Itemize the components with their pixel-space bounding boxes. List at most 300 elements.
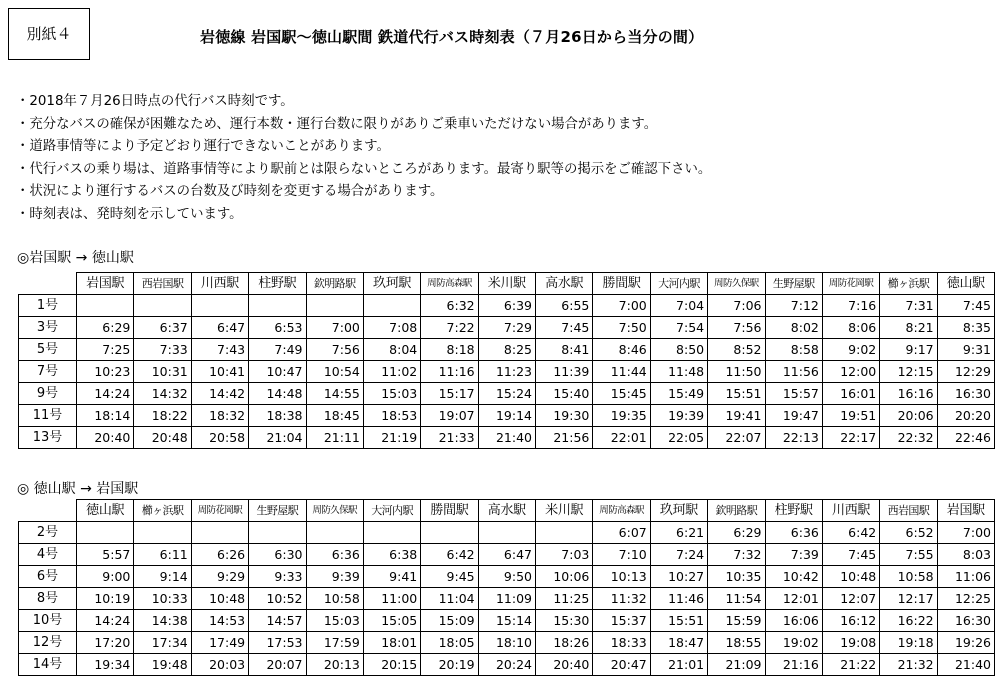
departure-time: 7:00 bbox=[306, 317, 363, 339]
departure-time: 14:55 bbox=[306, 383, 363, 405]
departure-time: 19:48 bbox=[134, 654, 191, 676]
departure-time: 15:17 bbox=[421, 383, 478, 405]
trip-number: 3号 bbox=[19, 317, 77, 339]
departure-time: 20:40 bbox=[536, 654, 593, 676]
departure-time: 22:32 bbox=[880, 427, 937, 449]
departure-time bbox=[478, 522, 535, 544]
station-header: 周防花岡駅 bbox=[822, 273, 879, 295]
timetable-title-tokuyama-to-iwakuni: ◎ 徳山駅 → 岩国駅 bbox=[17, 481, 139, 497]
departure-time: 14:57 bbox=[249, 610, 306, 632]
departure-time: 19:18 bbox=[880, 632, 937, 654]
departure-time: 7:45 bbox=[822, 544, 879, 566]
departure-time: 8:21 bbox=[880, 317, 937, 339]
departure-time: 17:34 bbox=[134, 632, 191, 654]
departure-time: 8:58 bbox=[765, 339, 822, 361]
departure-time: 7:29 bbox=[478, 317, 535, 339]
departure-time: 22:07 bbox=[708, 427, 765, 449]
departure-time: 11:44 bbox=[593, 361, 650, 383]
departure-time: 22:46 bbox=[937, 427, 994, 449]
trip-number: 11号 bbox=[19, 405, 77, 427]
departure-time: 15:40 bbox=[536, 383, 593, 405]
departure-time: 8:18 bbox=[421, 339, 478, 361]
departure-time: 12:00 bbox=[822, 361, 879, 383]
corner-cell bbox=[19, 500, 77, 522]
station-header: 川西駅 bbox=[191, 273, 248, 295]
departure-time: 8:52 bbox=[708, 339, 765, 361]
departure-time: 20:40 bbox=[77, 427, 134, 449]
departure-time: 17:20 bbox=[77, 632, 134, 654]
station-header: 大河内駅 bbox=[650, 273, 707, 295]
departure-time: 9:29 bbox=[191, 566, 248, 588]
table-row bbox=[19, 632, 995, 654]
departure-time: 8:50 bbox=[650, 339, 707, 361]
departure-time: 14:42 bbox=[191, 383, 248, 405]
departure-time: 20:06 bbox=[880, 405, 937, 427]
departure-time: 6:47 bbox=[191, 317, 248, 339]
departure-time: 15:03 bbox=[306, 610, 363, 632]
departure-time: 18:33 bbox=[593, 632, 650, 654]
departure-time: 7:10 bbox=[593, 544, 650, 566]
departure-time: 16:16 bbox=[880, 383, 937, 405]
departure-time: 9:02 bbox=[822, 339, 879, 361]
departure-time: 6:21 bbox=[650, 522, 707, 544]
departure-time: 21:32 bbox=[880, 654, 937, 676]
station-header: 周防久保駅 bbox=[306, 500, 363, 522]
departure-time: 19:34 bbox=[77, 654, 134, 676]
timetable-iwakuni-to-tokuyama bbox=[18, 272, 995, 449]
departure-time: 8:06 bbox=[822, 317, 879, 339]
departure-time: 21:09 bbox=[708, 654, 765, 676]
note-item: ・2018年７月26日時点の代行バス時刻です。 bbox=[16, 94, 294, 109]
departure-time: 10:35 bbox=[708, 566, 765, 588]
station-header: 岩国駅 bbox=[937, 500, 994, 522]
departure-time: 21:04 bbox=[249, 427, 306, 449]
departure-time bbox=[536, 522, 593, 544]
departure-time: 10:06 bbox=[536, 566, 593, 588]
departure-time: 11:04 bbox=[421, 588, 478, 610]
departure-time: 15:51 bbox=[708, 383, 765, 405]
departure-time: 15:49 bbox=[650, 383, 707, 405]
departure-time: 20:15 bbox=[363, 654, 420, 676]
departure-time: 19:51 bbox=[822, 405, 879, 427]
departure-time: 6:36 bbox=[306, 544, 363, 566]
departure-time: 12:07 bbox=[822, 588, 879, 610]
trip-number: 4号 bbox=[19, 544, 77, 566]
departure-time bbox=[363, 522, 420, 544]
station-header: 大河内駅 bbox=[363, 500, 420, 522]
departure-time: 18:45 bbox=[306, 405, 363, 427]
departure-time: 7:12 bbox=[765, 295, 822, 317]
departure-time: 8:35 bbox=[937, 317, 994, 339]
departure-time bbox=[249, 295, 306, 317]
departure-time: 18:26 bbox=[536, 632, 593, 654]
departure-time: 17:53 bbox=[249, 632, 306, 654]
departure-time: 10:58 bbox=[880, 566, 937, 588]
departure-time: 7:49 bbox=[249, 339, 306, 361]
station-header: 勝間駅 bbox=[593, 273, 650, 295]
station-header: 高水駅 bbox=[536, 273, 593, 295]
station-header: 米川駅 bbox=[478, 273, 535, 295]
station-header: 川西駅 bbox=[822, 500, 879, 522]
departure-time: 21:33 bbox=[421, 427, 478, 449]
station-header: 生野屋駅 bbox=[249, 500, 306, 522]
station-header: 櫛ヶ浜駅 bbox=[134, 500, 191, 522]
departure-time: 6:07 bbox=[593, 522, 650, 544]
departure-time: 21:56 bbox=[536, 427, 593, 449]
trip-number: 14号 bbox=[19, 654, 77, 676]
departure-time: 6:47 bbox=[478, 544, 535, 566]
departure-time: 10:48 bbox=[822, 566, 879, 588]
departure-time: 19:35 bbox=[593, 405, 650, 427]
table-row bbox=[19, 654, 995, 676]
departure-time: 19:47 bbox=[765, 405, 822, 427]
station-header: 高水駅 bbox=[478, 500, 535, 522]
departure-time: 7:45 bbox=[536, 317, 593, 339]
departure-time: 7:32 bbox=[708, 544, 765, 566]
departure-time bbox=[249, 522, 306, 544]
departure-time: 6:29 bbox=[708, 522, 765, 544]
station-header: 米川駅 bbox=[536, 500, 593, 522]
timetable-tokuyama-to-iwakuni bbox=[18, 499, 995, 676]
table-row bbox=[19, 383, 995, 405]
departure-time: 16:12 bbox=[822, 610, 879, 632]
station-header: 生野屋駅 bbox=[765, 273, 822, 295]
departure-time: 11:09 bbox=[478, 588, 535, 610]
departure-time bbox=[306, 522, 363, 544]
departure-time: 12:15 bbox=[880, 361, 937, 383]
departure-time: 20:20 bbox=[937, 405, 994, 427]
station-header: 勝間駅 bbox=[421, 500, 478, 522]
departure-time: 18:53 bbox=[363, 405, 420, 427]
table-row bbox=[19, 361, 995, 383]
departure-time: 18:22 bbox=[134, 405, 191, 427]
departure-time: 11:06 bbox=[937, 566, 994, 588]
departure-time: 6:39 bbox=[478, 295, 535, 317]
departure-time: 6:11 bbox=[134, 544, 191, 566]
departure-time: 11:50 bbox=[708, 361, 765, 383]
departure-time: 19:07 bbox=[421, 405, 478, 427]
departure-time: 20:13 bbox=[306, 654, 363, 676]
departure-time: 8:04 bbox=[363, 339, 420, 361]
departure-time: 7:24 bbox=[650, 544, 707, 566]
departure-time: 11:48 bbox=[650, 361, 707, 383]
station-header: 櫛ヶ浜駅 bbox=[880, 273, 937, 295]
departure-time: 9:41 bbox=[363, 566, 420, 588]
departure-time: 18:05 bbox=[421, 632, 478, 654]
departure-time: 16:06 bbox=[765, 610, 822, 632]
departure-time: 8:25 bbox=[478, 339, 535, 361]
trip-number: 9号 bbox=[19, 383, 77, 405]
departure-time: 15:57 bbox=[765, 383, 822, 405]
departure-time: 15:45 bbox=[593, 383, 650, 405]
departure-time: 7:39 bbox=[765, 544, 822, 566]
table-row bbox=[19, 566, 995, 588]
departure-time: 6:36 bbox=[765, 522, 822, 544]
trip-number: 8号 bbox=[19, 588, 77, 610]
departure-time: 7:56 bbox=[306, 339, 363, 361]
departure-time: 7:43 bbox=[191, 339, 248, 361]
departure-time bbox=[191, 522, 248, 544]
header-row bbox=[19, 500, 995, 522]
departure-time: 18:38 bbox=[249, 405, 306, 427]
station-header: 欽明路駅 bbox=[708, 500, 765, 522]
departure-time: 15:14 bbox=[478, 610, 535, 632]
station-header: 徳山駅 bbox=[77, 500, 134, 522]
departure-time: 11:00 bbox=[363, 588, 420, 610]
timetable-title-iwakuni-to-tokuyama: ◎岩国駅 → 徳山駅 bbox=[17, 250, 134, 266]
note-item: ・道路事情等により予定どおり運行できないことがあります。 bbox=[16, 139, 390, 155]
departure-time bbox=[77, 295, 134, 317]
departure-time: 11:46 bbox=[650, 588, 707, 610]
departure-time: 14:38 bbox=[134, 610, 191, 632]
departure-time: 9:31 bbox=[937, 339, 994, 361]
table-row bbox=[19, 610, 995, 632]
departure-time: 14:24 bbox=[77, 383, 134, 405]
departure-time: 15:09 bbox=[421, 610, 478, 632]
station-header: 西岩国駅 bbox=[880, 500, 937, 522]
station-header: 玖珂駅 bbox=[363, 273, 420, 295]
departure-time: 20:24 bbox=[478, 654, 535, 676]
departure-time: 10:13 bbox=[593, 566, 650, 588]
departure-time: 7:22 bbox=[421, 317, 478, 339]
departure-time bbox=[421, 522, 478, 544]
note-item: ・代行バスの乗り場は、道路事情等により駅前とは限らないところがあります。最寄り駅等の掲示をご確認下さい。 bbox=[16, 161, 712, 177]
departure-time: 6:26 bbox=[191, 544, 248, 566]
departure-time: 18:55 bbox=[708, 632, 765, 654]
departure-time: 15:24 bbox=[478, 383, 535, 405]
departure-time: 10:27 bbox=[650, 566, 707, 588]
departure-time: 18:01 bbox=[363, 632, 420, 654]
departure-time: 6:37 bbox=[134, 317, 191, 339]
departure-time: 7:00 bbox=[937, 522, 994, 544]
departure-time bbox=[77, 522, 134, 544]
notes-list bbox=[16, 91, 711, 227]
page-title: 岩徳線 岩国駅～徳山駅間 鉄道代行バス時刻表（７月26日から当分の間） bbox=[200, 28, 704, 46]
departure-time: 7:03 bbox=[536, 544, 593, 566]
departure-time: 15:59 bbox=[708, 610, 765, 632]
departure-time: 16:30 bbox=[937, 383, 994, 405]
departure-time: 7:25 bbox=[77, 339, 134, 361]
station-header: 柱野駅 bbox=[765, 500, 822, 522]
departure-time: 6:52 bbox=[880, 522, 937, 544]
departure-time bbox=[134, 295, 191, 317]
departure-time: 6:30 bbox=[249, 544, 306, 566]
departure-time: 22:05 bbox=[650, 427, 707, 449]
departure-time: 19:41 bbox=[708, 405, 765, 427]
departure-time: 21:22 bbox=[822, 654, 879, 676]
departure-time: 18:32 bbox=[191, 405, 248, 427]
departure-time: 21:40 bbox=[937, 654, 994, 676]
departure-time: 7:06 bbox=[708, 295, 765, 317]
departure-time: 6:42 bbox=[822, 522, 879, 544]
note-item: ・充分なバスの確保が困難なため、運行本数・運行台数に限りがありご乗車いただけない場合があります。 bbox=[16, 116, 658, 132]
station-header: 周防花岡駅 bbox=[191, 500, 248, 522]
departure-time: 19:02 bbox=[765, 632, 822, 654]
departure-time: 14:48 bbox=[249, 383, 306, 405]
departure-time: 7:55 bbox=[880, 544, 937, 566]
table-row bbox=[19, 522, 995, 544]
departure-time: 11:54 bbox=[708, 588, 765, 610]
departure-time: 11:56 bbox=[765, 361, 822, 383]
departure-time: 22:13 bbox=[765, 427, 822, 449]
departure-time: 10:48 bbox=[191, 588, 248, 610]
departure-time: 20:47 bbox=[593, 654, 650, 676]
departure-time: 6:29 bbox=[77, 317, 134, 339]
departure-time: 9:17 bbox=[880, 339, 937, 361]
departure-time: 11:23 bbox=[478, 361, 535, 383]
departure-time: 7:45 bbox=[937, 295, 994, 317]
departure-time: 19:14 bbox=[478, 405, 535, 427]
departure-time bbox=[306, 295, 363, 317]
departure-time: 11:02 bbox=[363, 361, 420, 383]
departure-time: 5:57 bbox=[77, 544, 134, 566]
departure-time: 14:24 bbox=[77, 610, 134, 632]
attachment-badge: 別紙４ bbox=[8, 8, 90, 60]
trip-number: 12号 bbox=[19, 632, 77, 654]
departure-time: 7:54 bbox=[650, 317, 707, 339]
departure-time: 10:33 bbox=[134, 588, 191, 610]
departure-time: 7:00 bbox=[593, 295, 650, 317]
departure-time: 7:08 bbox=[363, 317, 420, 339]
departure-time: 6:32 bbox=[421, 295, 478, 317]
departure-time: 14:53 bbox=[191, 610, 248, 632]
trip-number: 7号 bbox=[19, 361, 77, 383]
table-row bbox=[19, 317, 995, 339]
departure-time: 14:32 bbox=[134, 383, 191, 405]
departure-time: 10:19 bbox=[77, 588, 134, 610]
departure-time: 8:02 bbox=[765, 317, 822, 339]
station-header: 徳山駅 bbox=[937, 273, 994, 295]
departure-time: 20:48 bbox=[134, 427, 191, 449]
departure-time: 8:46 bbox=[593, 339, 650, 361]
departure-time: 7:50 bbox=[593, 317, 650, 339]
station-header: 周防久保駅 bbox=[708, 273, 765, 295]
departure-time: 19:08 bbox=[822, 632, 879, 654]
table-row bbox=[19, 405, 995, 427]
departure-time: 18:10 bbox=[478, 632, 535, 654]
trip-number: 2号 bbox=[19, 522, 77, 544]
table-row bbox=[19, 295, 995, 317]
departure-time: 6:42 bbox=[421, 544, 478, 566]
departure-time: 19:30 bbox=[536, 405, 593, 427]
departure-time: 10:54 bbox=[306, 361, 363, 383]
corner-cell bbox=[19, 273, 77, 295]
departure-time: 19:26 bbox=[937, 632, 994, 654]
departure-time: 17:59 bbox=[306, 632, 363, 654]
departure-time: 7:04 bbox=[650, 295, 707, 317]
departure-time: 10:58 bbox=[306, 588, 363, 610]
departure-time: 22:17 bbox=[822, 427, 879, 449]
departure-time: 15:05 bbox=[363, 610, 420, 632]
table-row bbox=[19, 588, 995, 610]
departure-time: 11:16 bbox=[421, 361, 478, 383]
departure-time: 12:29 bbox=[937, 361, 994, 383]
header-row bbox=[19, 273, 995, 295]
departure-time: 12:17 bbox=[880, 588, 937, 610]
departure-time: 16:22 bbox=[880, 610, 937, 632]
departure-time: 9:39 bbox=[306, 566, 363, 588]
departure-time: 19:39 bbox=[650, 405, 707, 427]
table-row bbox=[19, 339, 995, 361]
trip-number: 13号 bbox=[19, 427, 77, 449]
trip-number: 6号 bbox=[19, 566, 77, 588]
departure-time: 9:50 bbox=[478, 566, 535, 588]
departure-time: 8:03 bbox=[937, 544, 994, 566]
departure-time: 17:49 bbox=[191, 632, 248, 654]
station-header: 玖珂駅 bbox=[650, 500, 707, 522]
departure-time: 6:55 bbox=[536, 295, 593, 317]
departure-time: 21:40 bbox=[478, 427, 535, 449]
departure-time: 20:19 bbox=[421, 654, 478, 676]
departure-time: 9:14 bbox=[134, 566, 191, 588]
departure-time: 15:37 bbox=[593, 610, 650, 632]
departure-time: 15:30 bbox=[536, 610, 593, 632]
station-header: 柱野駅 bbox=[249, 273, 306, 295]
departure-time: 11:32 bbox=[593, 588, 650, 610]
departure-time bbox=[363, 295, 420, 317]
departure-time: 6:53 bbox=[249, 317, 306, 339]
station-header: 周防高森駅 bbox=[421, 273, 478, 295]
departure-time: 21:01 bbox=[650, 654, 707, 676]
note-item: ・時刻表は、発時刻を示しています。 bbox=[16, 206, 243, 222]
trip-number: 1号 bbox=[19, 295, 77, 317]
station-header: 周防高森駅 bbox=[593, 500, 650, 522]
departure-time: 9:45 bbox=[421, 566, 478, 588]
note-item: ・状況により運行するバスの台数及び時刻を変更する場合があります。 bbox=[16, 184, 444, 200]
departure-time: 7:16 bbox=[822, 295, 879, 317]
departure-time bbox=[134, 522, 191, 544]
station-header: 西岩国駅 bbox=[134, 273, 191, 295]
departure-time: 20:58 bbox=[191, 427, 248, 449]
departure-time: 21:16 bbox=[765, 654, 822, 676]
departure-time: 22:01 bbox=[593, 427, 650, 449]
departure-time: 7:33 bbox=[134, 339, 191, 361]
departure-time: 8:41 bbox=[536, 339, 593, 361]
departure-time: 12:01 bbox=[765, 588, 822, 610]
departure-time: 11:39 bbox=[536, 361, 593, 383]
departure-time: 15:03 bbox=[363, 383, 420, 405]
departure-time bbox=[191, 295, 248, 317]
departure-time: 10:52 bbox=[249, 588, 306, 610]
departure-time: 10:42 bbox=[765, 566, 822, 588]
trip-number: 5号 bbox=[19, 339, 77, 361]
trip-number: 10号 bbox=[19, 610, 77, 632]
departure-time: 7:56 bbox=[708, 317, 765, 339]
station-header: 岩国駅 bbox=[77, 273, 134, 295]
departure-time: 10:31 bbox=[134, 361, 191, 383]
departure-time: 10:23 bbox=[77, 361, 134, 383]
departure-time: 7:31 bbox=[880, 295, 937, 317]
departure-time: 20:03 bbox=[191, 654, 248, 676]
departure-time: 21:19 bbox=[363, 427, 420, 449]
departure-time: 16:30 bbox=[937, 610, 994, 632]
departure-time: 12:25 bbox=[937, 588, 994, 610]
table-row bbox=[19, 544, 995, 566]
departure-time: 9:00 bbox=[77, 566, 134, 588]
departure-time: 6:38 bbox=[363, 544, 420, 566]
departure-time: 10:41 bbox=[191, 361, 248, 383]
departure-time: 11:25 bbox=[536, 588, 593, 610]
departure-time: 9:33 bbox=[249, 566, 306, 588]
departure-time: 10:47 bbox=[249, 361, 306, 383]
departure-time: 21:11 bbox=[306, 427, 363, 449]
departure-time: 20:07 bbox=[249, 654, 306, 676]
table-row bbox=[19, 427, 995, 449]
departure-time: 18:47 bbox=[650, 632, 707, 654]
station-header: 欽明路駅 bbox=[306, 273, 363, 295]
departure-time: 18:14 bbox=[77, 405, 134, 427]
departure-time: 15:51 bbox=[650, 610, 707, 632]
